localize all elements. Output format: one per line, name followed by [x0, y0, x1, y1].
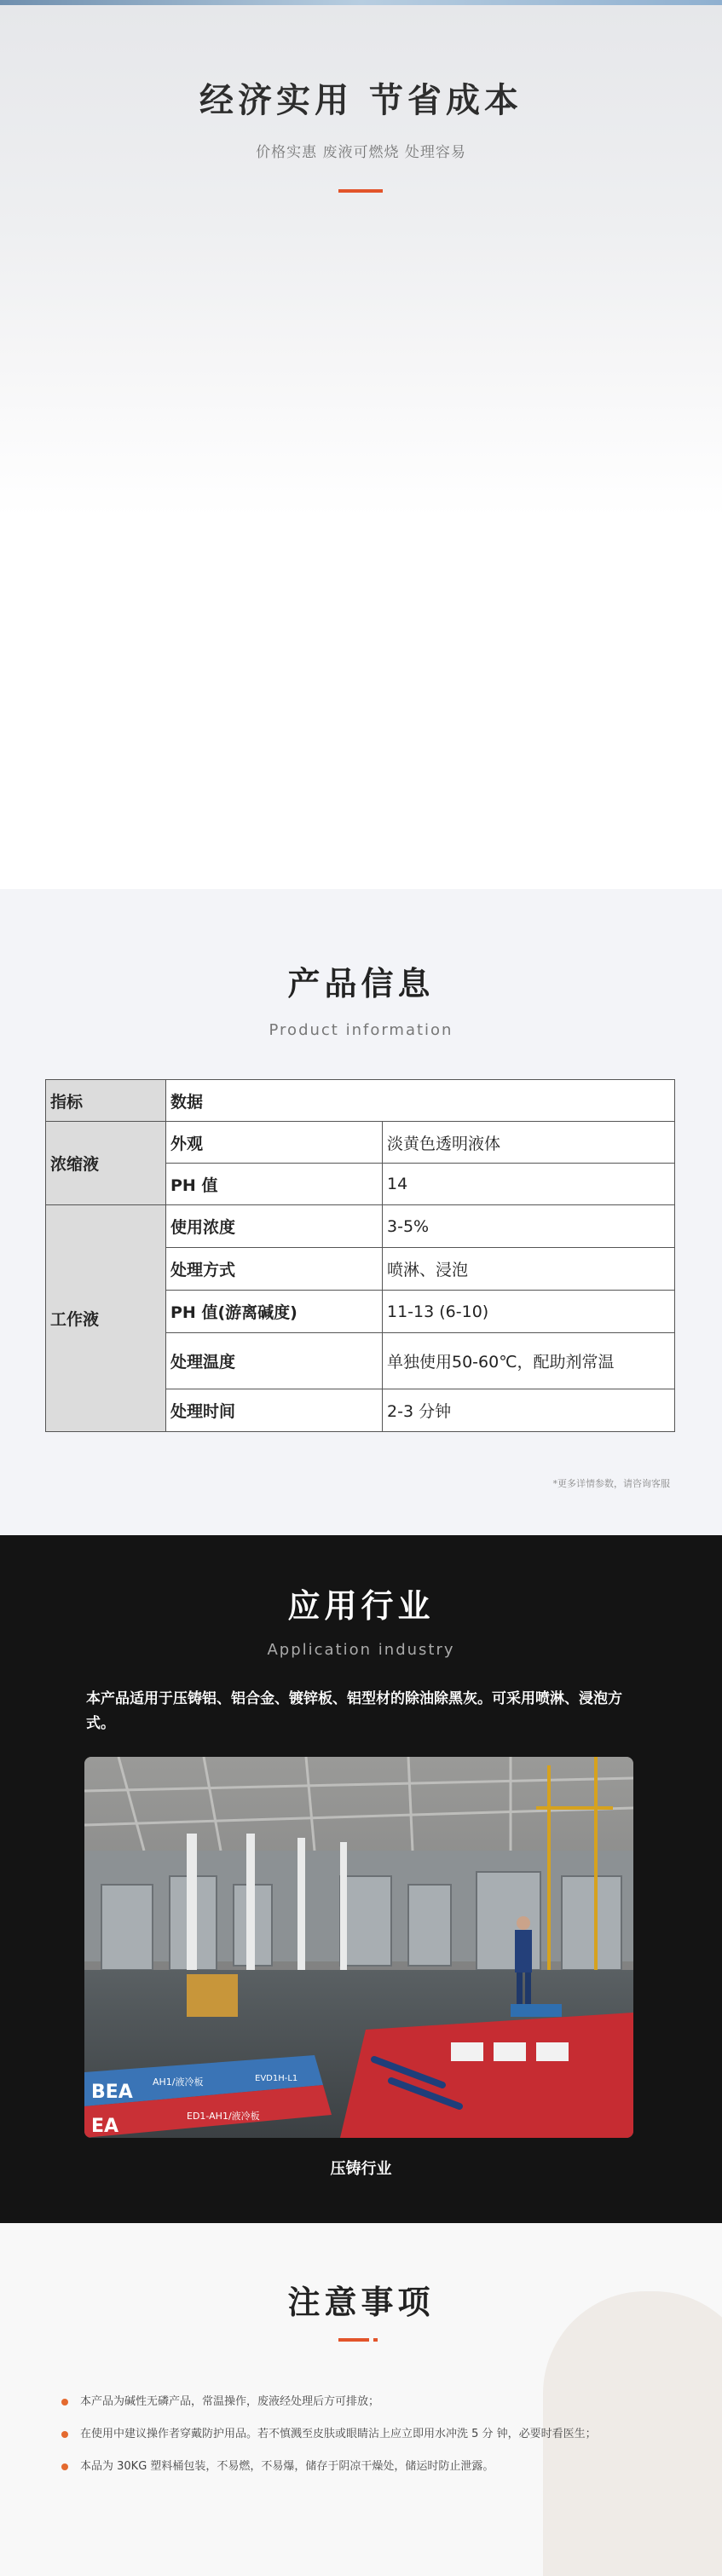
row-label: PH 值(游离碱度): [166, 1291, 383, 1333]
concentrate-group-label: 浓缩液: [46, 1122, 166, 1205]
working-group-label: 工作液: [46, 1205, 166, 1432]
product-info-section: [0, 889, 722, 1535]
application-section: [0, 1535, 722, 2223]
spec-table: [45, 1079, 675, 1432]
title-underline: [338, 189, 383, 193]
note-text: 本品为 30KG 塑料桶包装，不易燃，不易爆，储存于阴凉干燥处，储运时防止泄露。: [80, 2460, 494, 2473]
row-label: 外观: [166, 1122, 383, 1164]
economy-section: [0, 5, 722, 889]
note-text: 在使用中建议操作者穿戴防护用品。若不慎溅至皮肤或眼睛沾上应立即用水冲洗 5 分 钟，必要时看医生；: [80, 2428, 597, 2440]
note-text: 本产品为碱性无磷产品，常温操作，废液经处理后方可排放；: [80, 2395, 380, 2408]
economy-title: 经济实用 节省成本: [199, 81, 523, 120]
row-label: 处理方式: [166, 1248, 383, 1291]
table-row: [46, 1122, 675, 1164]
photo-label-ea: EA: [91, 2116, 119, 2137]
row-label: 处理温度: [166, 1333, 383, 1389]
factory-photo: [84, 1757, 633, 2138]
title-underline-dot: [373, 2338, 378, 2342]
header-indicator: 指标: [46, 1080, 166, 1122]
photo-label-evd1h: EVD1H-L1: [255, 2074, 298, 2083]
bullet-dot-icon: [61, 2399, 68, 2406]
notes-title: 注意事项: [287, 2284, 435, 2321]
economy-subtitle: 价格实惠 废液可燃烧 处理容易: [256, 144, 466, 161]
header-data: 数据: [166, 1080, 675, 1122]
row-value: 淡黄色透明液体: [383, 1122, 675, 1164]
row-value: 喷淋、浸泡: [383, 1248, 675, 1291]
row-label: 处理时间: [166, 1389, 383, 1432]
photo-label-ed1: ED1-AH1/液冷板: [187, 2111, 260, 2122]
list-item: [60, 2394, 673, 2426]
row-value: 单独使用50-60℃，配助剂常温: [383, 1333, 675, 1389]
row-value: 14: [383, 1164, 675, 1205]
title-underline: [338, 2338, 369, 2342]
bullet-dot-icon: [61, 2463, 68, 2470]
photo-caption: 压铸行业: [330, 2160, 392, 2178]
list-item: [60, 2458, 673, 2491]
photo-label-bea: BEA: [91, 2082, 133, 2103]
product-info-subtitle: Product information: [269, 1021, 453, 1039]
product-info-title: 产品信息: [287, 965, 435, 1002]
application-description: 本产品适用于压铸铝、铝合金、镀锌板、铝型材的除油除黑灰。可采用喷淋、浸泡方式。: [86, 1690, 622, 1732]
application-subtitle: Application industry: [267, 1641, 455, 1659]
row-value: 11-13 (6-10): [383, 1291, 675, 1333]
row-value: 3-5%: [383, 1205, 675, 1248]
row-value: 2-3 分钟: [383, 1389, 675, 1432]
table-row: [46, 1205, 675, 1248]
more-details-note: *更多详情参数，请咨询客服: [552, 1478, 670, 1489]
photo-label-ah1: AH1/液冷板: [153, 2076, 204, 2088]
row-label: 使用浓度: [166, 1205, 383, 1248]
table-header-row: [46, 1080, 675, 1122]
notes-list: [60, 2394, 673, 2491]
list-item: [60, 2426, 673, 2458]
application-title: 应用行业: [287, 1587, 435, 1625]
notes-section: [0, 2223, 722, 2576]
bullet-dot-icon: [61, 2431, 68, 2438]
row-label: PH 值: [166, 1164, 383, 1205]
